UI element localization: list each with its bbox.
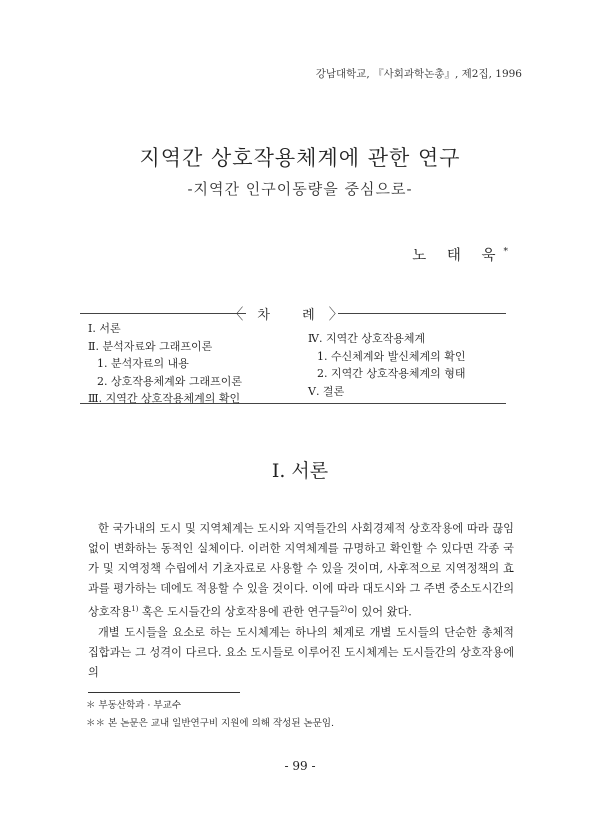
toc-rule-bottom xyxy=(80,403,506,404)
toc-item: 2. 상호작용체계와 그래프이론 xyxy=(97,374,242,388)
toc-item: Ⅱ. 분석자료와 그래프이론 xyxy=(88,339,213,353)
toc-item: Ⅳ. 지역간 상호작용체계 xyxy=(308,332,426,345)
toc-column-left xyxy=(88,320,242,408)
toc-column-right xyxy=(308,330,466,400)
paragraph-text: 개별 도시들을 요소로 하는 도시체계는 하나의 체계로 개별 도시들의 단순한 총체적 집합과는 그 성격이 다르다. 요소 도시들로 이루어진 도시체계는 도시들간의 상호작용에 의 xyxy=(88,625,514,679)
paragraph xyxy=(88,519,514,623)
toc-heading-text: 차 례 xyxy=(257,308,329,323)
footnote-ref: 2) xyxy=(339,605,348,613)
paragraph-text: 혹은 도시들간의 상호작용에 관한 연구들 xyxy=(138,605,340,619)
footnotes xyxy=(86,697,334,733)
section-heading: I. 서론 xyxy=(271,460,329,482)
author-name: 노 태 욱 xyxy=(412,248,504,264)
author xyxy=(412,244,508,265)
footnote: ＊＊ 본 논문은 교내 일반연구비 지원에 의해 작성된 논문임. xyxy=(86,718,335,729)
toc-item: 2. 지역간 상호작용체계의 형태 xyxy=(317,367,466,380)
body-text xyxy=(88,519,514,683)
toc-item: 1. 분석자료의 내용 xyxy=(97,357,189,370)
toc-item: Ⅲ. 지역간 상호작용체계의 확인 xyxy=(88,392,241,405)
journal-citation: 강남대학교, 『사회과학논총』, 제2집, 1996 xyxy=(315,68,522,80)
paragraph-text: 한 국가내의 도시 및 지역체계는 도시와 지역들간의 사회경제적 상호작용에 따라 끊임없이 변화하는 동적인 실체이다. 이러한 지역체계를 규명하고 확인할 수 있다면 각종 국가 및 지역정책 수립에서 기초자료로 사용할 수 있을 것이며, 사후적으로 지역정책의 효과를 평가하는 데에도 적용할 수 있을 것이다. 이에 따라 대도시와 그 주변 중소도시간의 상호작용 xyxy=(88,522,514,619)
angle-bracket-left-icon: 〈 xyxy=(228,305,258,323)
paragraph xyxy=(88,623,514,683)
table-of-contents xyxy=(80,303,506,405)
angle-bracket-right-icon: 〉 xyxy=(328,305,358,323)
footnote: ＊ 부동산학과 · 부교수 xyxy=(86,700,181,711)
paragraph-text: 이 있어 왔다. xyxy=(347,605,412,619)
paper-subtitle: -지역간 인구이동량을 중심으로- xyxy=(187,180,413,198)
toc-item: Ⅴ. 결론 xyxy=(308,384,345,398)
author-footnote-mark: * xyxy=(503,247,508,258)
page-number: - 99 - xyxy=(284,759,316,773)
toc-item: 1. 수신체계와 발신체계의 확인 xyxy=(317,349,466,363)
toc-item: Ⅰ. 서론 xyxy=(88,322,121,335)
paper-title: 지역간 상호작용체계에 관한 연구 xyxy=(139,146,461,170)
footnote-ref: 1) xyxy=(131,605,139,613)
footnote-rule xyxy=(88,692,240,693)
